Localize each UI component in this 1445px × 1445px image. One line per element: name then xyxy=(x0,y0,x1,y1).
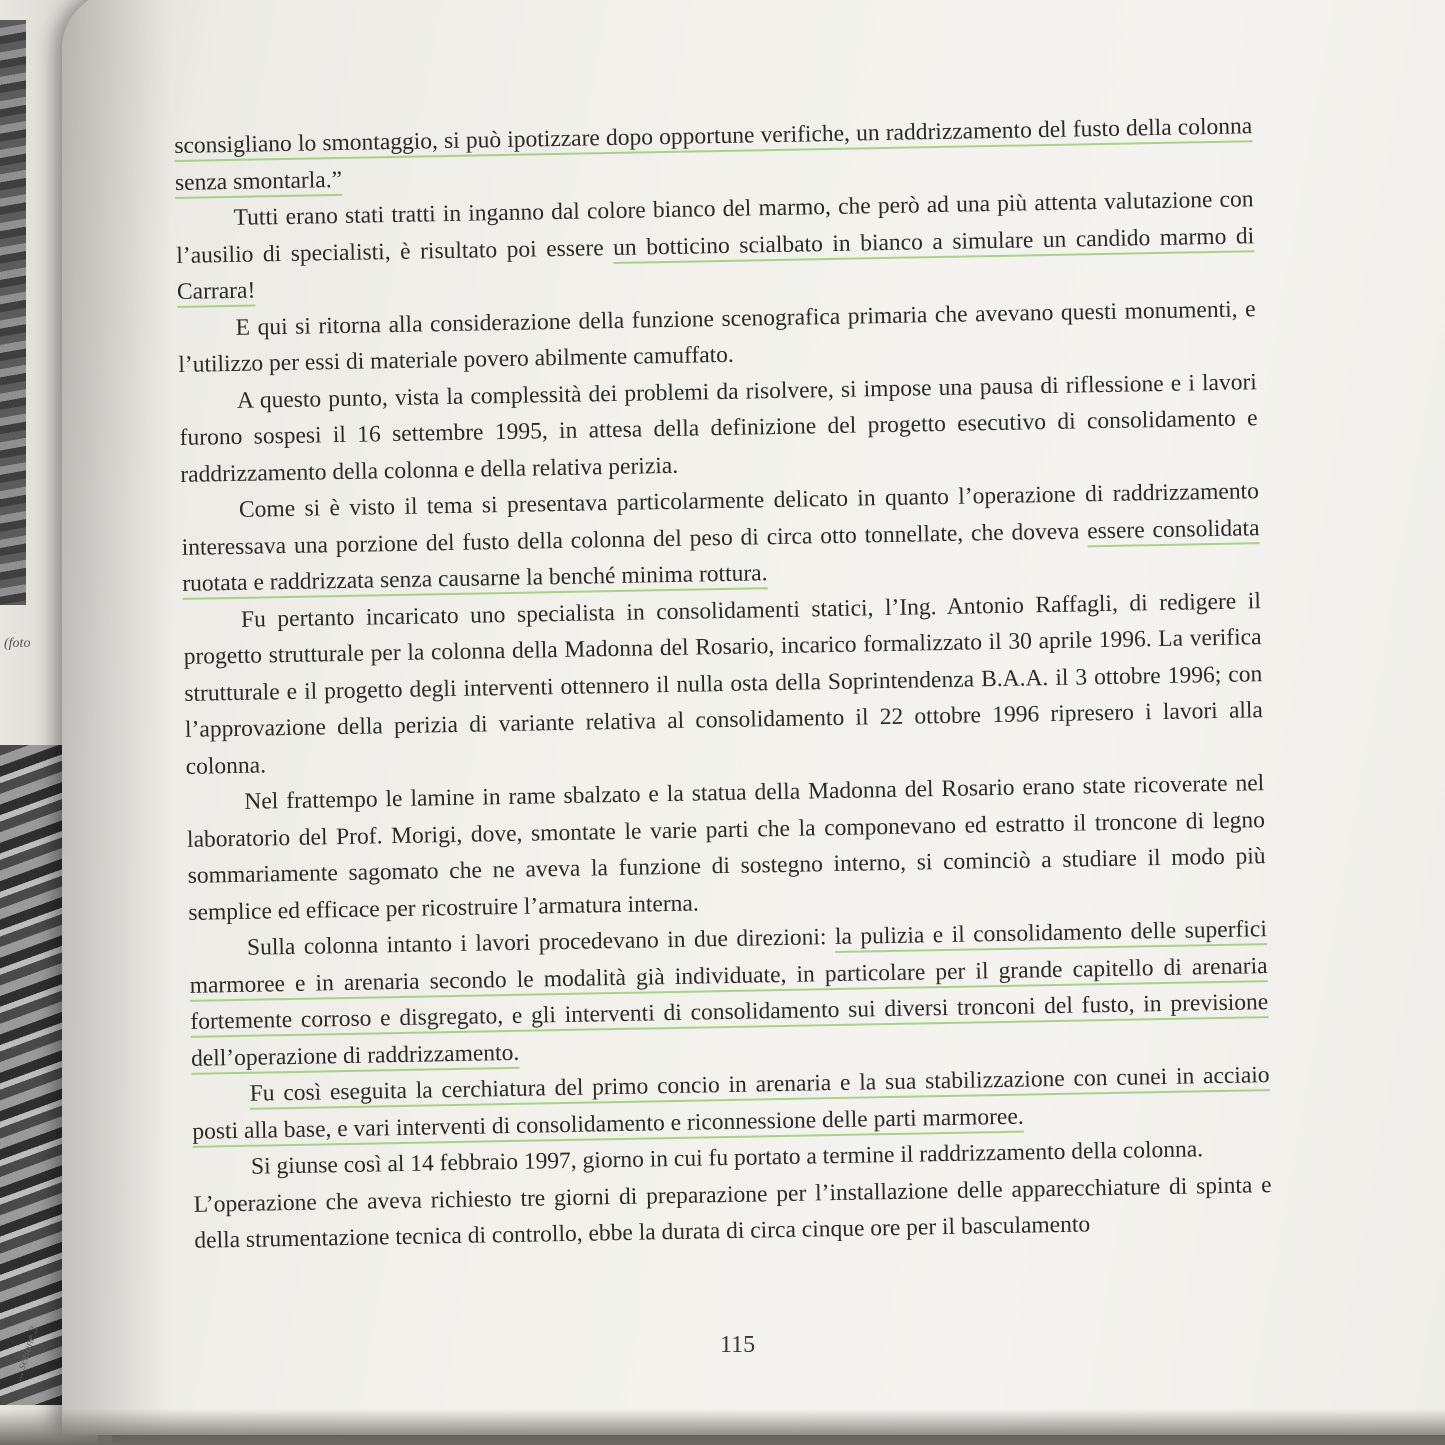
text-run: Fu pertanto incaricato uno specialista in consolidamenti statici, l’Ing. Antonio Raffagli, di redigere il progetto strutturale per la colonna della Madonna del Rosario, incarico formalizzato il 30 aprile 1996. La verifica strutturale e il progetto degli interventi ottennero il nulla osta della Soprintendenza B.A.A. il 3 ottobre 1996; con l’approvazione della perizia di variante relativa al consolidamento il 22 ottobre 1996 ripresero i lavori alla colonna. xyxy=(183,587,1264,780)
facing-page-photo-top xyxy=(0,20,26,605)
highlighted-text: sconsigliano lo smontaggio, si può ipotizzare dopo opportune verifiche, un raddrizzamento del fusto della colonna senza smontarla.” xyxy=(174,113,1253,196)
text-run: Si giunse così al 14 febbraio 1997, giorno in cui fu portato a termine il raddrizzamento della colonna. xyxy=(250,1136,1204,1180)
text-run: A questo punto, vista la complessità dei problemi da risolvere, si impose una pausa di riflessione e i lavori furono sospesi il 16 settembre 1995, in attesa della definizione del progetto esecutivo di consolidamento e raddrizzamento della colonna e della relativa perizia. xyxy=(179,368,1258,488)
page-number: 115 xyxy=(720,1332,756,1358)
text-run: Sulla colonna intanto i lavori procedevano in due direzioni: xyxy=(246,924,836,961)
table-edge xyxy=(0,1409,1445,1445)
text-run: Nel frattempo le lamine in rame sbalzato e la statua della Madonna del Rosario erano state ricoverate nel laboratorio del Prof. Morigi, dove, smontate le varie parti che la componevano ed estratto il troncone di legno sommariamente sagomato che ne aveva la funzione di sostegno interno, si cominciò a studiare il modo più semplice ed efficace per ricostruire l’armatura interna. xyxy=(186,770,1266,926)
highlighted-text: un botticino scialbato in bianco a simulare un candido marmo di Carrara! xyxy=(176,222,1255,305)
page-curve-shadow xyxy=(62,0,172,1435)
text-run: Tutti erano stati tratti in inganno dal colore bianco del marmo, che però ad una più attenta valutazione con l’ausilio di specialisti, è risultato poi essere xyxy=(176,186,1254,269)
book-page xyxy=(62,0,1445,1435)
highlighted-text: essere consolidata ruotata e raddrizzata senza causarne la benché minima rottura. xyxy=(182,514,1260,597)
facing-page-caption: (foto xyxy=(4,636,31,651)
highlighted-text: la pulizia e il consolidamento delle superfici marmoree e in arenaria secondo le modalità già individuate, in particolare per il grande capitello di arenaria fortemente corroso e disgregato, e gli interventi di consolidamento sui diversi tronconi del fusto, in previsione dell’operazione di raddrizzamento. xyxy=(189,916,1269,1072)
text-run: L’operazione che aveva richiesto tre giorni di preparazione per l’installazione delle apparecchiature di spinta e della strumentazione tecnica di controllo, ebbe la durata di circa cinque ore per il basculamento xyxy=(193,1171,1272,1254)
paragraph xyxy=(181,473,1261,602)
paragraph xyxy=(183,583,1264,785)
text-run: E qui si ritorna alla considerazione della funzione scenografica primaria che avevano questi monumenti, e l’utilizzo per essi di materiale povero abilmente camuffato. xyxy=(178,295,1256,378)
paragraph xyxy=(186,765,1266,931)
paragraph xyxy=(189,911,1269,1077)
highlighted-text: Fu così eseguita la cerchiatura del primo concio in arenaria e la sua stabilizzazione con cunei in acciaio posti alla base, e vari interventi di consolidamento e riconnessione delle parti marmoree. xyxy=(192,1062,1270,1145)
text-run: Come si è visto il tema si presentava particolarmente delicato in quanto l’operazione di raddrizzamento interessava una porzione del fusto della colonna del peso di circa otto tonnellate, che doveva xyxy=(181,478,1260,561)
facing-page-rotated-caption: ... sezione 3 xyxy=(10,1324,41,1383)
facing-page-photo-bottom xyxy=(0,745,62,1405)
page-text xyxy=(174,108,1273,1259)
paragraph xyxy=(175,181,1255,310)
paragraph xyxy=(179,364,1259,493)
